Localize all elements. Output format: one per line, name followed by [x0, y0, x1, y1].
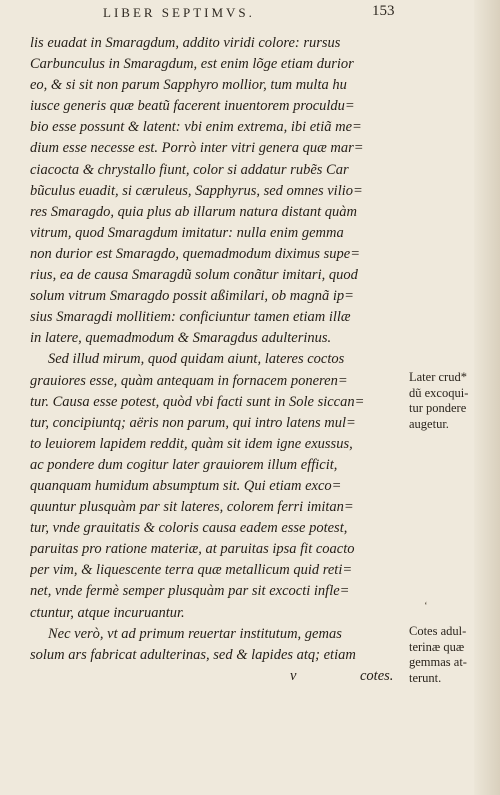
page-number: 153 — [372, 3, 395, 19]
text-line: tur, vnde grauitatis & coloris causa eadem esse potest, — [30, 520, 348, 537]
marginal-note-line: Cotes adul- — [409, 624, 467, 638]
text-line: in latere, quemadmodum & Smaragdus adulterinus. — [30, 330, 332, 347]
text-line: ac pondere dum cogitur later grauiorem illum efficit, — [30, 456, 338, 473]
text-line: dium esse necesse est. Porrò inter vitri genera quæ mar= — [30, 140, 364, 157]
marginal-note-line: terinæ quæ — [409, 639, 465, 654]
catchword-line — [30, 666, 400, 687]
text-line: bio esse possunt & latent: vbi enim extrema, ibi etiã me= — [30, 119, 362, 136]
text-line: per vim, & liquescente terra quæ metallicum quid reti= — [30, 562, 353, 579]
marginal-note-line: augetur. — [409, 416, 449, 431]
paragraph-start-line: Sed illud mirum, quod quidam aiunt, lateres coctos — [48, 351, 345, 368]
signature-mark: v — [290, 667, 297, 684]
text-line: eo, & si sit non parum Sapphyro mollior, tum multa hu — [30, 77, 347, 94]
text-line: bũculus euadit, si cæruleus, Sapphyrus, sed omnes vilio= — [30, 182, 363, 199]
running-title: LIBER SEPTIMVS. — [103, 5, 255, 20]
text-line: solum vitrum Smaragdo possit aßimilari, ob magnã ip= — [30, 288, 354, 305]
text-line: rius, ea de causa Smaragdũ solum conãtur imitari, quod — [30, 267, 358, 284]
marginal-note-line: tur pondere — [409, 401, 467, 415]
marginal-note-line: gemmas at- — [409, 655, 467, 669]
text-line: non durior est Smaragdo, quemadmodum diximus supe= — [30, 245, 360, 262]
text-line: quanquam humidum absumptum sit. Qui etiam exco= — [30, 477, 342, 494]
paragraph-start-line: Nec verò, vt ad primum reuertar institutum, gemas — [48, 625, 342, 642]
main-text-block — [30, 33, 400, 687]
text-line: vitrum, quod Smaragdum imitatur: nulla enim gemma — [30, 224, 344, 241]
text-line: net, vnde fermè semper plusquàm par sit excocti infle= — [30, 583, 350, 600]
catchword: cotes. — [360, 667, 394, 684]
text-line: tur. Causa esse potest, quòd vbi facti sunt in Sole siccan= — [30, 393, 365, 410]
text-line: grauiores esse, quàm antequam in fornacem poneren= — [30, 372, 348, 389]
text-line: paruitas pro ratione materiæ, at paruitas ipsa fit coacto — [30, 541, 355, 558]
text-line: Carbunculus in Smaragdum, est enim lõge etiam durior — [30, 56, 354, 73]
text-line: sius Smaragdi mollitiem: conficiuntur tamen etiam illæ — [30, 309, 351, 326]
marginal-note-line: terunt. — [409, 670, 442, 685]
stray-ink-mark: ‘ — [424, 600, 428, 612]
text-line: res Smaragdo, quia plus ab illarum natura distant quàm — [30, 203, 357, 220]
text-line: iusce generis quæ beatũ facerent inuentorem proculdu= — [30, 98, 355, 115]
marginal-note-later-crudus — [409, 370, 483, 432]
text-line: to leuiorem lapidem reddit, quàm sit idem igne exussus, — [30, 435, 353, 452]
text-line: solum ars fabricat adulterinas, sed & lapides atq; etiam — [30, 646, 356, 663]
page-header — [0, 3, 500, 25]
marginal-note-cotes — [409, 624, 483, 686]
text-line: lis euadat in Smaragdum, addito viridi colore: rursus — [30, 35, 341, 51]
text-line: tur, concipiuntq; aëris non parum, qui intro latens mul= — [30, 414, 356, 431]
text-line: ciacocta & chrystallo fiunt, color si addatur rubẽs Car — [30, 161, 349, 178]
text-line: quuntur plusquàm par sit lateres, colorem ferri imitan= — [30, 499, 354, 516]
text-line: ctuntur, atque incuruantur. — [30, 604, 185, 621]
marginal-note-line: Later crud* — [409, 370, 467, 384]
marginal-note-line: dũ excoqui- — [409, 385, 469, 400]
